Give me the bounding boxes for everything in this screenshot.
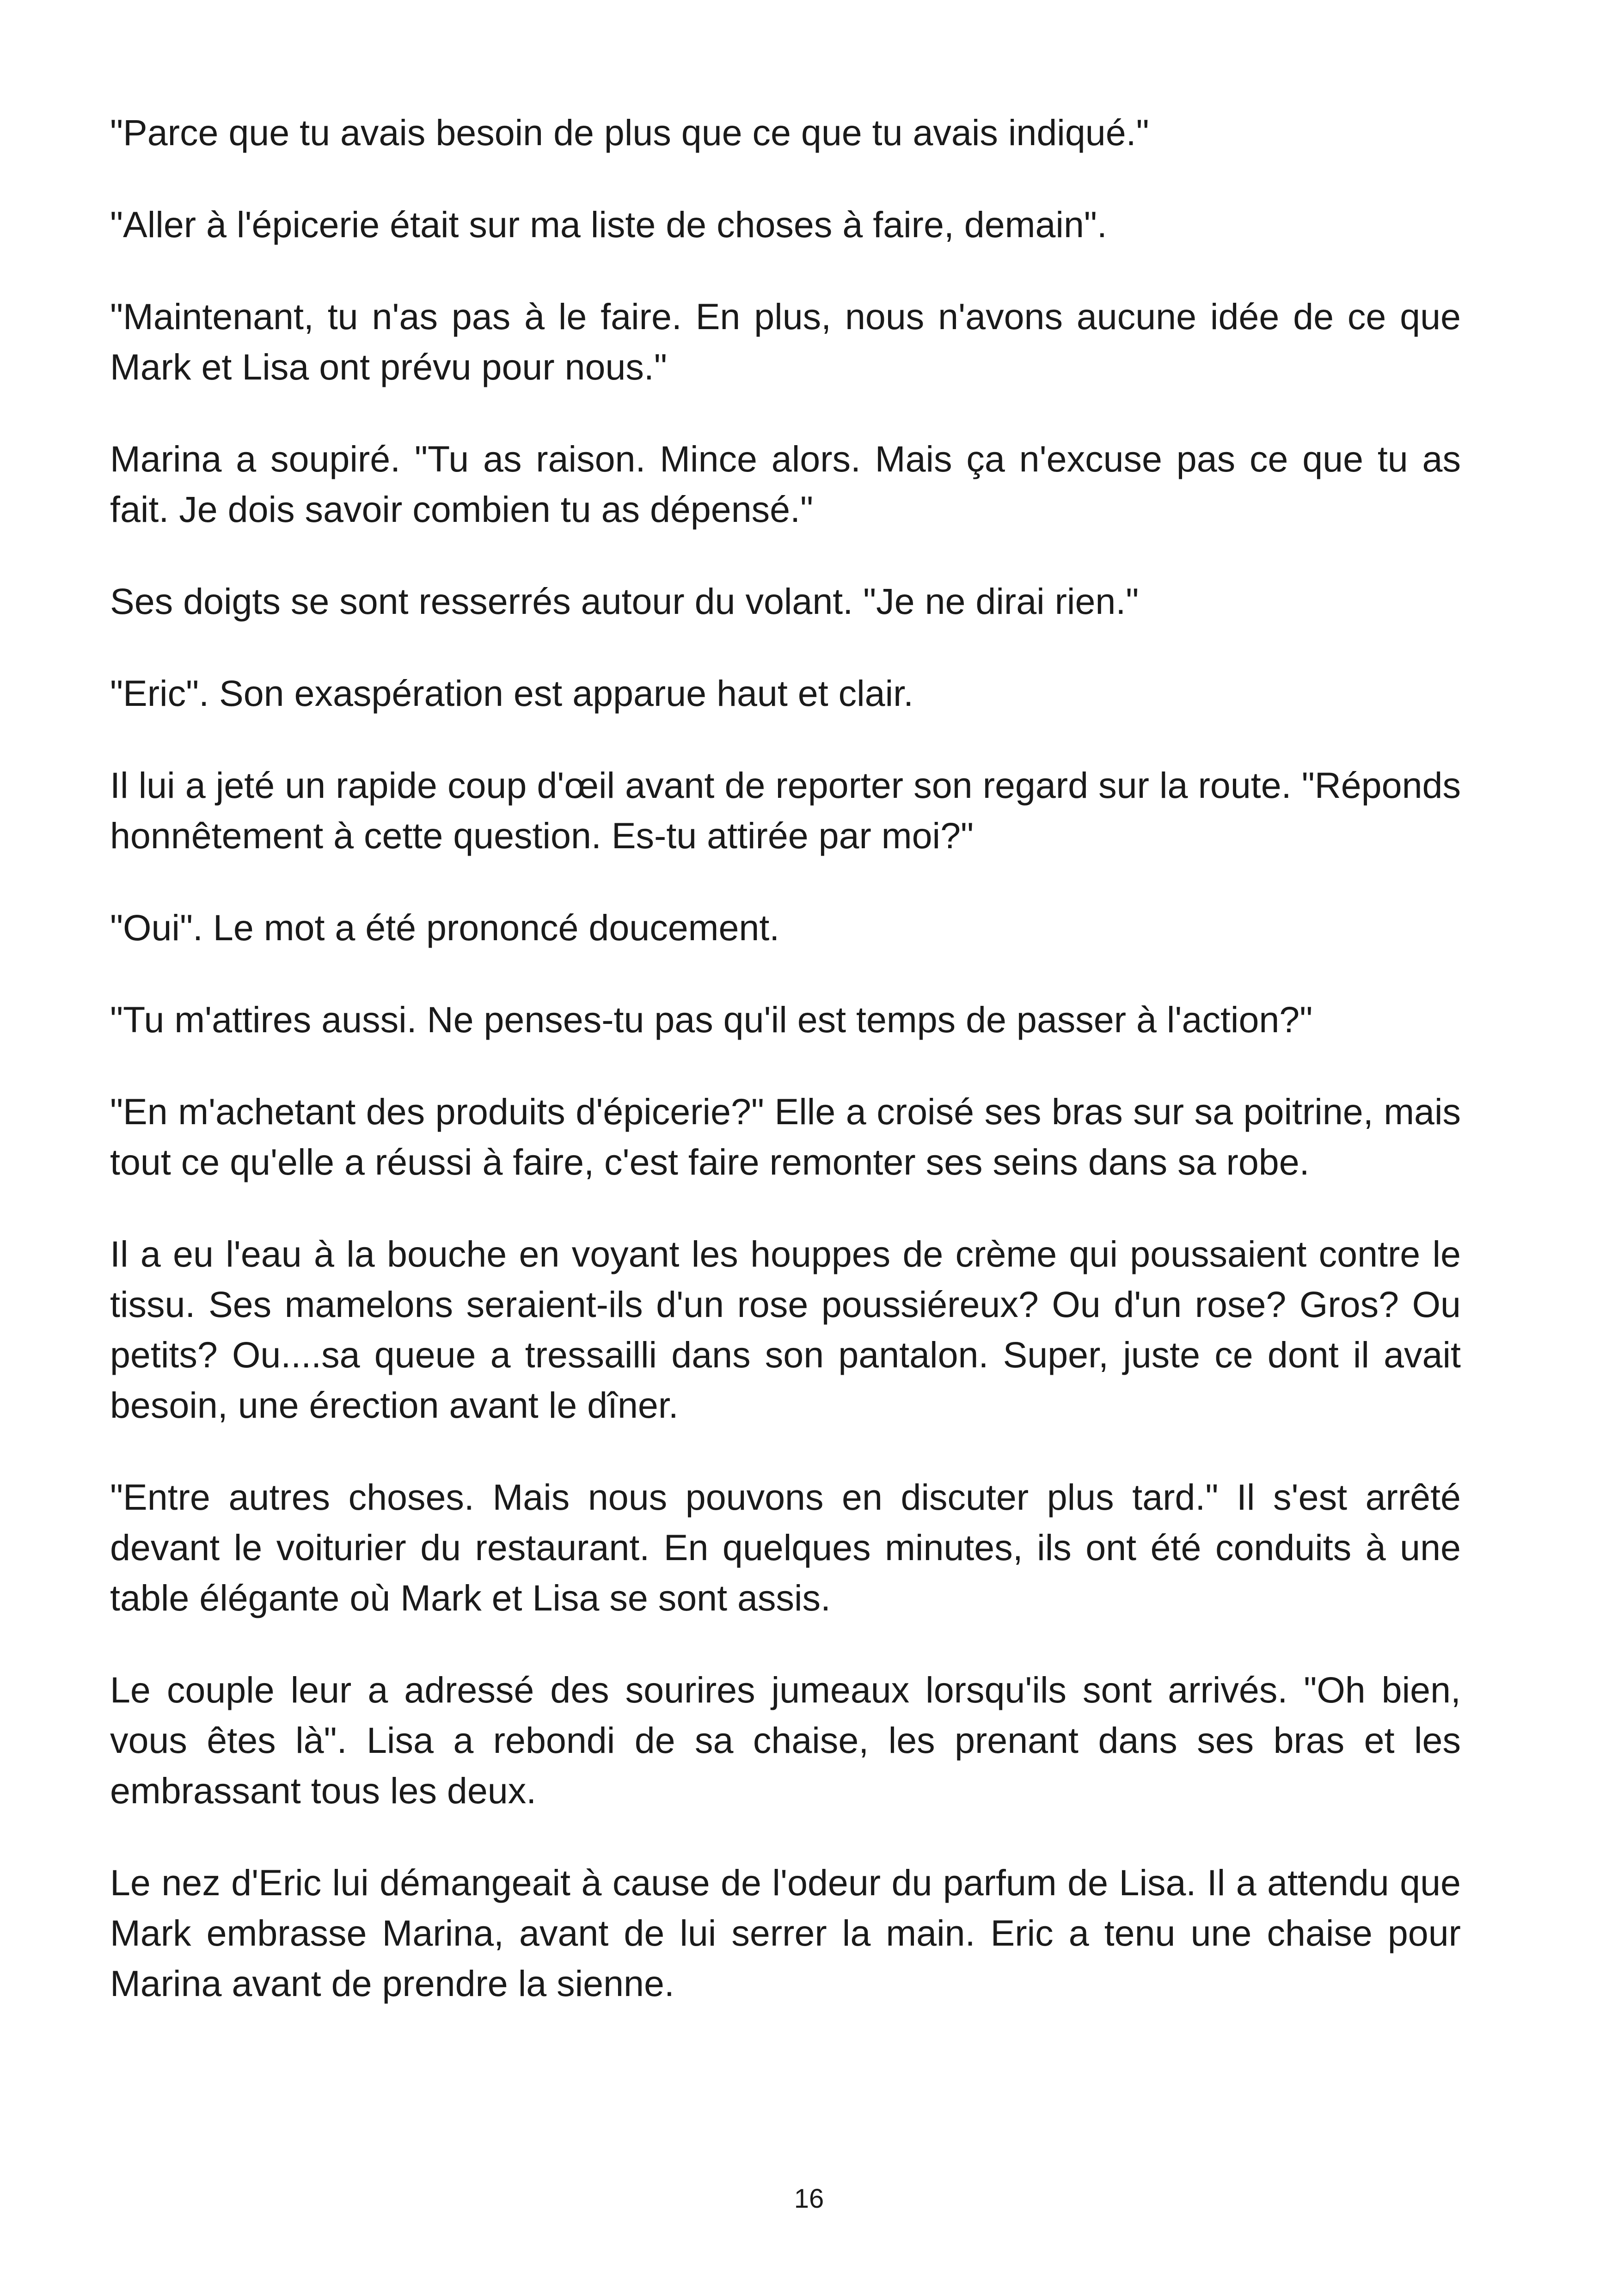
paragraph: Le couple leur a adressé des sourires jumeaux lorsqu'ils sont arrivés. "Oh bien, vous êtes là". Lisa a rebondi de sa chaise, les prenant dans ses bras et les embrassant tous les deux. — [110, 1669, 1461, 1811]
page-number: 16 — [794, 2184, 824, 2214]
paragraph: "Entre autres choses. Mais nous pouvons en discuter plus tard." Il s'est arrêté devant le voiturier du restaurant. En quelques minutes, ils ont été conduits à une table élégante où Mark et Lisa se sont assis. — [110, 1476, 1461, 1618]
paragraph: Il lui a jeté un rapide coup d'œil avant de reporter son regard sur la route. "Réponds honnêtement à cette question. Es-tu attirée par moi?" — [110, 765, 1461, 856]
paragraph: "En m'achetant des produits d'épicerie?" Elle a croisé ses bras sur sa poitrine, mais tout ce qu'elle a réussi à faire, c'est faire remonter ses seins dans sa robe. — [110, 1091, 1461, 1182]
paragraph: "Eric". Son exaspération est apparue haut et clair. — [110, 673, 914, 714]
paragraph: Ses doigts se sont resserrés autour du volant. "Je ne dirai rien." — [110, 581, 1139, 622]
paragraph: "Oui". Le mot a été prononcé doucement. — [110, 907, 780, 948]
paragraph: Marina a soupiré. "Tu as raison. Mince alors. Mais ça n'excuse pas ce que tu as fait. Je dois savoir combien tu as dépensé." — [110, 438, 1461, 530]
paragraph: Il a eu l'eau à la bouche en voyant les houppes de crème qui poussaient contre le tissu. Ses mamelons seraient-ils d'un rose poussiéreux? Ou d'un rose? Gros? Ou petits? Ou....sa queue a tressailli dans son pantalon. Super, juste ce dont il avait besoin, une érection avant le dîner. — [110, 1233, 1461, 1426]
paragraph: "Parce que tu avais besoin de plus que ce que tu avais indiqué." — [110, 112, 1149, 153]
body-text — [110, 107, 1461, 2050]
paragraph: Le nez d'Eric lui démangeait à cause de l'odeur du parfum de Lisa. Il a attendu que Mark embrasse Marina, avant de lui serrer la main. Eric a tenu une chaise pour Marina avant de prendre la sienne. — [110, 1862, 1461, 2004]
paragraph: "Maintenant, tu n'as pas à le faire. En plus, nous n'avons aucune idée de ce que Mark et Lisa ont prévu pour nous." — [110, 296, 1461, 387]
paragraph: "Aller à l'épicerie était sur ma liste de choses à faire, demain". — [110, 204, 1107, 245]
paragraph: "Tu m'attires aussi. Ne penses-tu pas qu'il est temps de passer à l'action?" — [110, 999, 1313, 1040]
